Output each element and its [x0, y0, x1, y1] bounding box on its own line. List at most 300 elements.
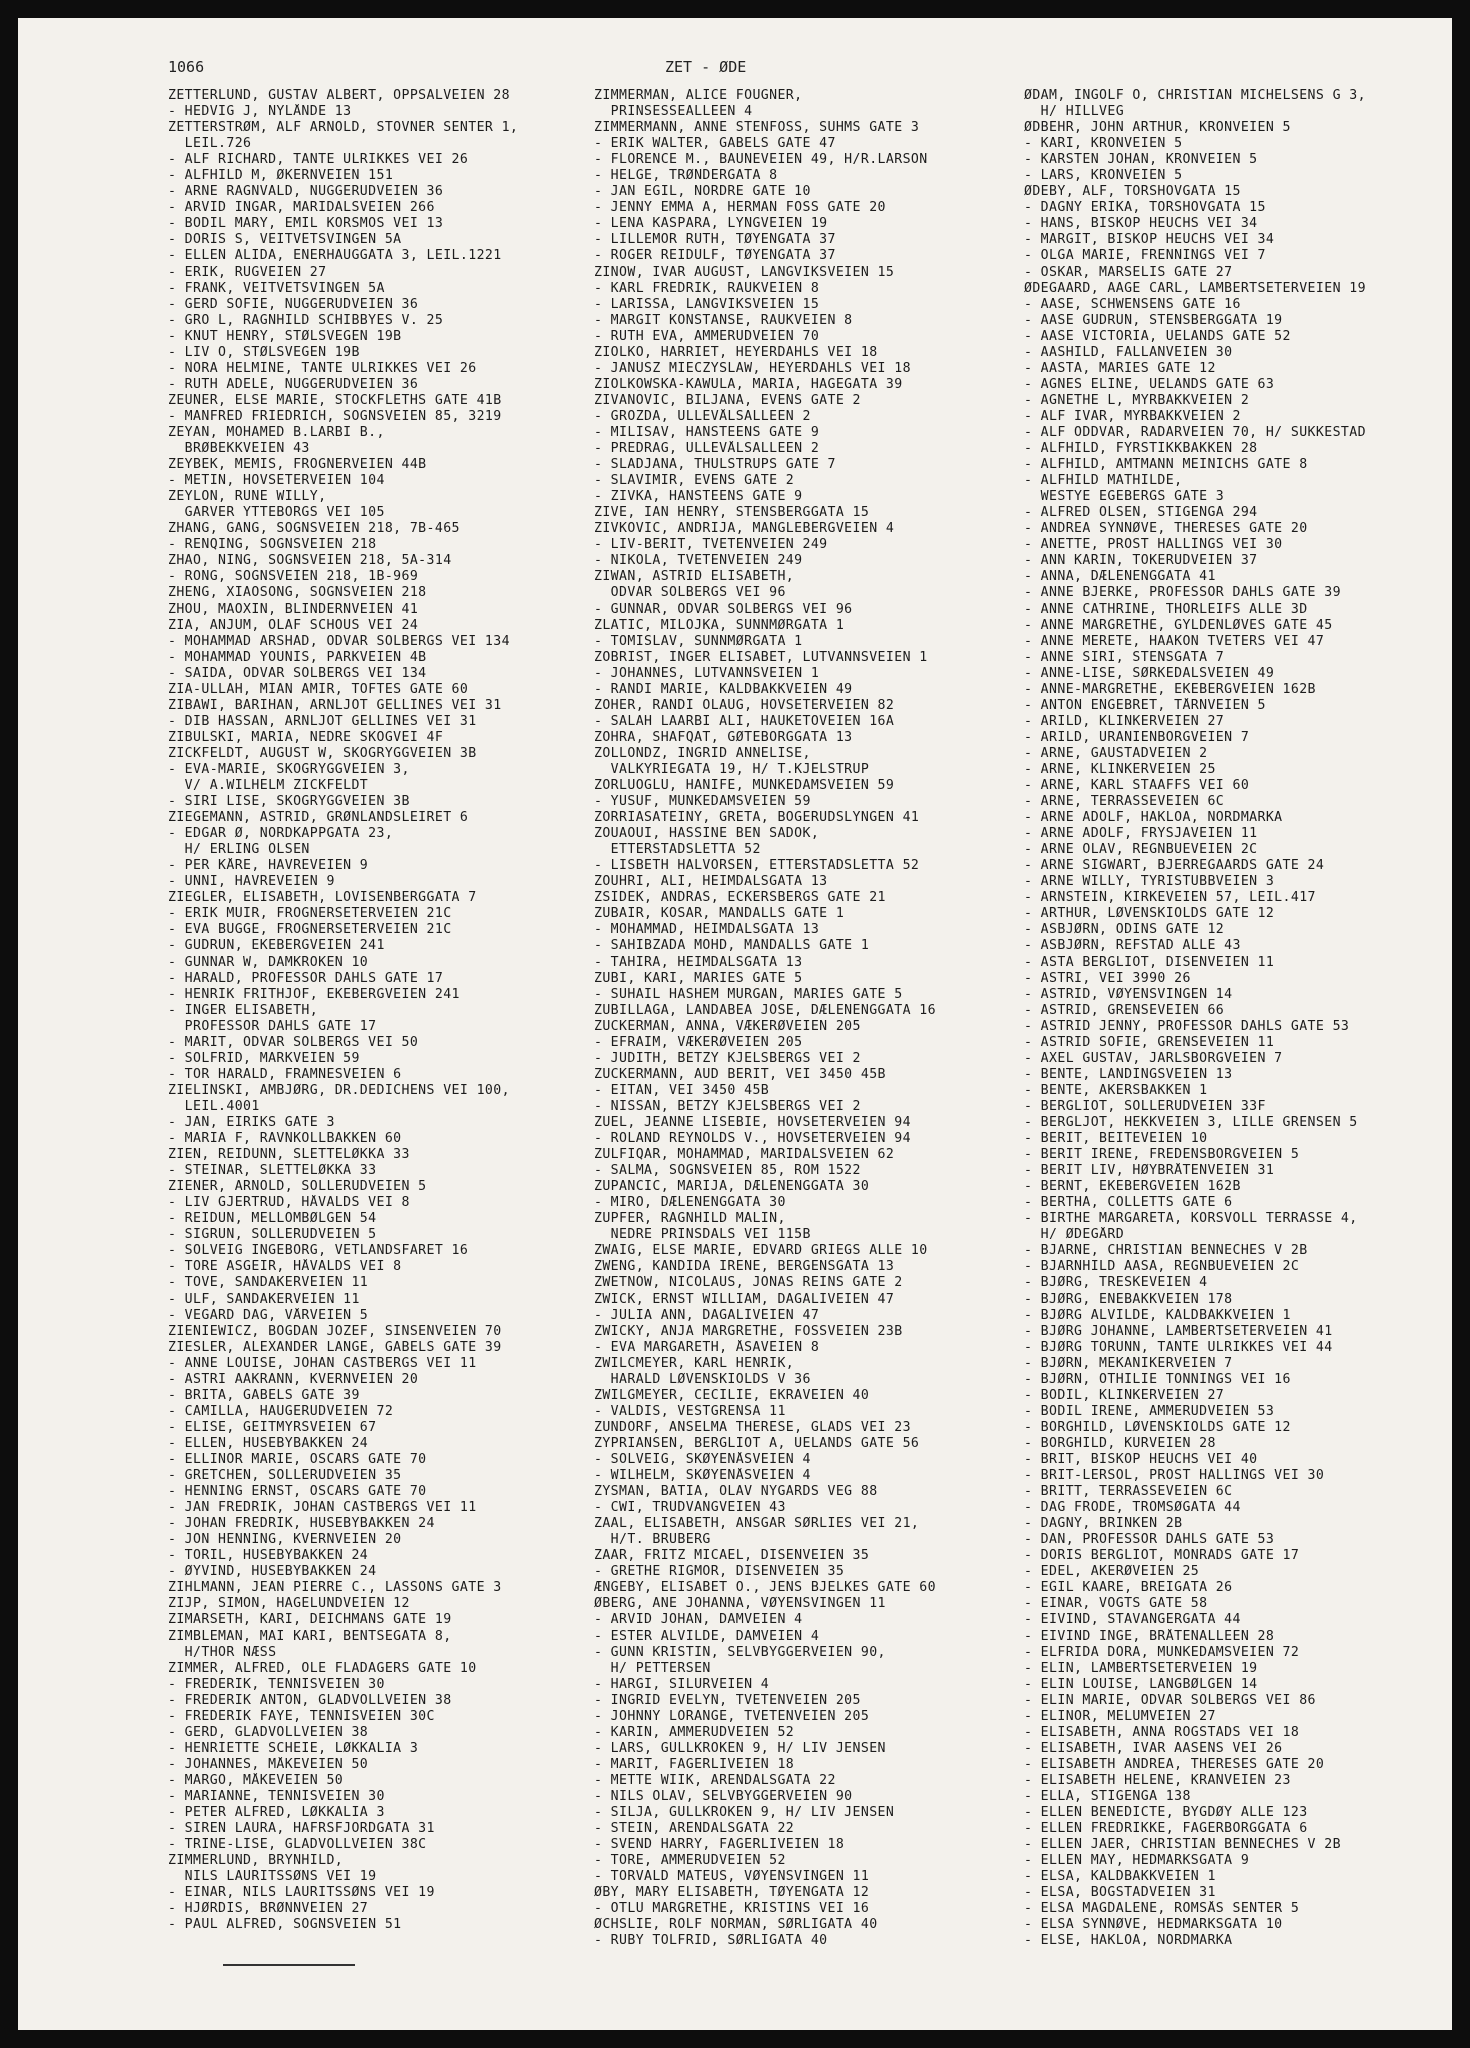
directory-entry: ZIEGLER, ELISABETH, LOVISENBERGGATA 7 [168, 890, 477, 906]
directory-entry: ZOHRA, SHAFQAT, GØTEBORGGATA 13 [594, 729, 853, 745]
directory-entry: ZAAR, FRITZ MICAEL, DISENVEIEN 35 [594, 1548, 870, 1564]
directory-entry: - BERNT, EKEBERGVEIEN 162B [1024, 1179, 1241, 1195]
directory-entry: ZIENER, ARNOLD, SOLLERUDVEIEN 5 [168, 1179, 427, 1195]
directory-entry: - JAN FREDRIK, JOHAN CASTBERGS VEI 11 [168, 1500, 477, 1516]
directory-entry: - PER KÅRE, HAVREVEIEN 9 [168, 858, 369, 874]
directory-entry: ØDBEHR, JOHN ARTHUR, KRONVEIEN 5 [1024, 120, 1291, 136]
directory-entry: - ESTER ALVILDE, DAMVEIEN 4 [594, 1628, 820, 1644]
directory-entry: - MOHAMMAD, HEIMDALSGATA 13 [594, 922, 820, 938]
directory-entry: - ERIK WALTER, GABELS GATE 47 [594, 136, 836, 152]
directory-entry: - ELIN, LAMBERTSETERVEIEN 19 [1024, 1660, 1258, 1676]
directory-entry: - BERIT LIV, HØYBRÅTENVEIEN 31 [1024, 1163, 1275, 1179]
directory-entry: - ANNE-MARGRETHE, EKEBERGVEIEN 162B [1024, 681, 1316, 697]
directory-entry: - BIRTHE MARGARETA, KORSVOLL TERRASSE 4, [1024, 1211, 1358, 1227]
directory-entry: ZIMMERMAN, ALICE FOUGNER, [594, 88, 803, 103]
directory-entry: - ARILD, KLINKERVEIEN 27 [1024, 713, 1225, 729]
directory-entry: - ARNE RAGNVALD, NUGGERUDVEIEN 36 [168, 184, 444, 200]
directory-entry: - AASHILD, FALLANVEIEN 30 [1024, 344, 1233, 360]
directory-entry: ZICKFELDT, AUGUST W, SKOGRYGGVEIEN 3B [168, 745, 477, 761]
directory-entry: - ELINOR, MELUMVEIEN 27 [1024, 1708, 1216, 1724]
directory-entry: - SAHIBZADA MOHD, MANDALLS GATE 1 [594, 938, 870, 954]
directory-entry: - OSKAR, MARSELIS GATE 27 [1024, 264, 1233, 280]
directory-entry: - ASTRID, VØYENSVINGEN 14 [1024, 986, 1233, 1002]
directory-entry: - JANUSZ MIECZYSLAW, HEYERDAHLS VEI 18 [594, 360, 911, 376]
directory-entry: - ARNE, TERRASSEVEIEN 6C [1024, 794, 1225, 810]
footer-rule [223, 1964, 355, 1966]
directory-entry: - ANNE SIRI, STENSGATA 7 [1024, 649, 1225, 665]
directory-entry: - HJØRDIS, BRØNNVEIEN 27 [168, 1901, 369, 1917]
directory-entry: - ALFHILD MATHILDE, [1024, 473, 1183, 489]
directory-entry: - AGNES ELINE, UELANDS GATE 63 [1024, 376, 1275, 392]
directory-entry: ZSIDEK, ANDRAS, ECKERSBERGS GATE 21 [594, 890, 886, 906]
directory-entry: - KARSTEN JOHAN, KRONVEIEN 5 [1024, 152, 1258, 168]
directory-entry: - MANFRED FRIEDRICH, SOGNSVEIEN 85, 3219 [168, 408, 502, 424]
directory-entry: - TOVE, SANDAKERVEIEN 11 [168, 1275, 369, 1291]
directory-entry: ZHENG, XIAOSONG, SOGNSVEIEN 218 [168, 585, 427, 601]
directory-entry: - YUSUF, MUNKEDAMSVEIEN 59 [594, 794, 811, 810]
directory-entry: - GERD, GLADVOLLVEIEN 38 [168, 1724, 369, 1740]
directory-entry: - MARGIT, BISKOP HEUCHS VEI 34 [1024, 232, 1275, 248]
directory-entry: - GRO L, RAGNHILD SCHIBBYES V. 25 [168, 312, 444, 328]
directory-entry: - TORVALD MATEUS, VØYENSVINGEN 11 [594, 1869, 870, 1885]
directory-entry: ZIHLMANN, JEAN PIERRE C., LASSONS GATE 3 [168, 1580, 502, 1596]
directory-entry: - KARL FREDRIK, RAUKVEIEN 8 [594, 280, 820, 296]
directory-entry: ZEYAN, MOHAMED B.LARBI B., [168, 424, 385, 440]
directory-entry: ZIEN, REIDUNN, SLETTELØKKA 33 [168, 1147, 410, 1163]
directory-entry: - EIVIND, STAVANGERGATA 44 [1024, 1612, 1241, 1628]
directory-entry: ZEYBEK, MEMIS, FROGNERVEIEN 44B [168, 457, 427, 473]
directory-entry: NILS LAURITSSØNS VEI 19 [168, 1869, 377, 1885]
directory-entry: - BRITT, TERRASSEVEIEN 6C [1024, 1484, 1233, 1500]
directory-entry: - HELGE, TRØNDERGATA 8 [594, 168, 778, 184]
directory-entry: - ALF RICHARD, TANTE ULRIKKES VEI 26 [168, 152, 469, 168]
directory-entry: - BJØRN, OTHILIE TONNINGS VEI 16 [1024, 1371, 1291, 1387]
directory-entry: - JON HENNING, KVERNVEIEN 20 [168, 1532, 402, 1548]
directory-entry: - RANDI MARIE, KALDBAKKVEIEN 49 [594, 681, 853, 697]
directory-entry: - ALF ODDVAR, RADARVEIEN 70, H/ SUKKESTAD [1024, 424, 1366, 440]
directory-entry: - GUNNAR, ODVAR SOLBERGS VEI 96 [594, 601, 853, 617]
directory-entry: ZIMBLEMAN, MAI KARI, BENTSEGATA 8, [168, 1628, 452, 1644]
directory-entry: - ELISE, GEITMYRSVEIEN 67 [168, 1419, 377, 1435]
directory-entry: ZOBRIST, INGER ELISABET, LUTVANNSVEIEN 1 [594, 649, 928, 665]
directory-entry: - DIB HASSAN, ARNLJOT GELLINES VEI 31 [168, 713, 477, 729]
directory-entry: - FLORENCE M., BAUNEVEIEN 49, H/R.LARSON [594, 152, 928, 168]
directory-entry: - NISSAN, BETZY KJELSBERGS VEI 2 [594, 1098, 861, 1114]
directory-entry: - MARIA F, RAVNKOLLBAKKEN 60 [168, 1131, 402, 1147]
directory-entry: ØDEBY, ALF, TORSHOVGATA 15 [1024, 184, 1241, 200]
directory-entry: WESTYE EGEBERGS GATE 3 [1024, 489, 1225, 505]
directory-entry: ZUBI, KARI, MARIES GATE 5 [594, 970, 803, 986]
directory-entry: - ELLEN BENEDICTE, BYGDØY ALLE 123 [1024, 1805, 1308, 1821]
directory-entry: - NILS OLAV, SELVBYGGERVEIEN 90 [594, 1788, 853, 1804]
directory-entry: H/THOR NÆSS [168, 1644, 277, 1660]
directory-entry: - HARGI, SILURVEIEN 4 [594, 1676, 770, 1692]
directory-entry: - LISBETH HALVORSEN, ETTERSTADSLETTA 52 [594, 858, 920, 874]
directory-entry: ZUCKERMANN, AUD BERIT, VEI 3450 45B [594, 1066, 886, 1082]
directory-entry: ZEYLON, RUNE WILLY, [168, 489, 327, 505]
directory-entry: - BJØRG JOHANNE, LAMBERTSETERVEIEN 41 [1024, 1323, 1333, 1339]
directory-entry: - SOLVEIG, SKØYENÅSVEIEN 4 [594, 1451, 811, 1467]
directory-entry: VALKYRIEGATA 19, H/ T.KJELSTRUP [594, 761, 870, 777]
directory-entry: ZIVKOVIC, ANDRIJA, MANGLEBERGVEIEN 4 [594, 521, 895, 537]
directory-entry: - ANNE MERETE, HAAKON TVETERS VEI 47 [1024, 633, 1325, 649]
directory-entry: - AGNETHE L, MYRBAKKVEIEN 2 [1024, 392, 1250, 408]
directory-entry: - MOHAMMAD ARSHAD, ODVAR SOLBERGS VEI 134 [168, 633, 510, 649]
directory-entry: ØDEGAARD, AAGE CARL, LAMBERTSETERVEIEN 19 [1024, 280, 1366, 296]
directory-entry: - NORA HELMINE, TANTE ULRIKKES VEI 26 [168, 360, 477, 376]
directory-entry: - FREDERIK ANTON, GLADVOLLVEIEN 38 [168, 1692, 452, 1708]
directory-entry: - SALAH LAARBI ALI, HAUKETOVEIEN 16A [594, 713, 895, 729]
directory-entry: ZIBULSKI, MARIA, NEDRE SKOGVEI 4F [168, 729, 444, 745]
directory-entry: - BJØRG, TRESKEVEIEN 4 [1024, 1275, 1208, 1291]
directory-entry: - DAGNY, BRINKEN 2B [1024, 1516, 1183, 1532]
directory-entry: - ANNE-LISE, SØRKEDALSVEIEN 49 [1024, 665, 1275, 681]
directory-entry: ZETTERLUND, GUSTAV ALBERT, OPPSALVEIEN 28 [168, 88, 510, 103]
directory-entry: - JOHANNES, MÅKEVEIEN 50 [168, 1756, 369, 1772]
directory-entry: - MARIANNE, TENNISVEIEN 30 [168, 1788, 385, 1804]
directory-entry: - OLGA MARIE, FRENNINGS VEI 7 [1024, 248, 1266, 264]
directory-entry: - BENTE, LANDINGSVEIEN 13 [1024, 1066, 1233, 1082]
directory-entry: - BERTHA, COLLETTS GATE 6 [1024, 1195, 1233, 1211]
directory-entry: ZHAO, NING, SOGNSVEIEN 218, 5A-314 [168, 553, 452, 569]
directory-entry: - ELLEN, HUSEBYBAKKEN 24 [168, 1435, 369, 1451]
directory-entry: - GROZDA, ULLEVÅLSALLEEN 2 [594, 408, 811, 424]
directory-entry: - ARNE, KARL STAAFFS VEI 60 [1024, 778, 1250, 794]
directory-entry: - GRETHE RIGMOR, DISENVEIEN 35 [594, 1564, 845, 1580]
directory-entry: - AASE VICTORIA, UELANDS GATE 52 [1024, 328, 1291, 344]
directory-entry: ZOUAOUI, HASSINE BEN SADOK, [594, 826, 820, 842]
directory-entry: - LIV O, STØLSVEGEN 19B [168, 344, 360, 360]
directory-entry: - ASBJØRN, ODINS GATE 12 [1024, 922, 1225, 938]
directory-entry: - ASTRI AAKRANN, KVERNVEIEN 20 [168, 1371, 419, 1387]
directory-entry: ZHANG, GANG, SOGNSVEIEN 218, 7B-465 [168, 521, 460, 537]
directory-entry: - ZIVKA, HANSTEENS GATE 9 [594, 489, 803, 505]
directory-entry: - EVA MARGARETH, ÅSAVEIEN 8 [594, 1339, 820, 1355]
directory-entry: - EINAR, NILS LAURITSSØNS VEI 19 [168, 1885, 435, 1901]
directory-entry: - ARNE, GAUSTADVEIEN 2 [1024, 745, 1208, 761]
directory-entry: - SALMA, SOGNSVEIEN 85, ROM 1522 [594, 1163, 861, 1179]
directory-entry: ZIJP, SIMON, HAGELUNDVEIEN 12 [168, 1596, 410, 1612]
directory-entry: - PETER ALFRED, LØKKALIA 3 [168, 1805, 385, 1821]
directory-column-1 [168, 88, 573, 1933]
directory-entry: - ELSE, HAKLOA, NORDMARKA [1024, 1933, 1233, 1949]
directory-entry: - STEINAR, SLETTELØKKA 33 [168, 1163, 377, 1179]
directory-entry: - SOLFRID, MARKVEIEN 59 [168, 1050, 360, 1066]
directory-entry: ZUBAIR, KOSAR, MANDALLS GATE 1 [594, 906, 845, 922]
directory-entry: PRINSESSEALLEEN 4 [594, 104, 753, 120]
directory-entry: - BJARNHILD AASA, REGNBUEVEIEN 2C [1024, 1259, 1300, 1275]
directory-entry: - NIKOLA, TVETENVEIEN 249 [594, 553, 803, 569]
directory-entry: - ANNE LOUISE, JOHAN CASTBERGS VEI 11 [168, 1355, 477, 1371]
directory-entry: - ANETTE, PROST HALLINGS VEI 30 [1024, 537, 1283, 553]
directory-entry: - ELLEN MAY, HEDMARKSGATA 9 [1024, 1853, 1250, 1869]
directory-entry: - EFRAIM, VÆKERØVEIEN 205 [594, 1034, 803, 1050]
directory-entry: - INGRID EVELYN, TVETENVEIEN 205 [594, 1692, 861, 1708]
directory-entry: - BJØRN, MEKANIKERVEIEN 7 [1024, 1355, 1233, 1371]
directory-entry: - REIDUN, MELLOMBØLGEN 54 [168, 1211, 377, 1227]
directory-entry: - ARNE ADOLF, FRYSJAVEIEN 11 [1024, 826, 1258, 842]
directory-entry: - ELIN MARIE, ODVAR SOLBERGS VEI 86 [1024, 1692, 1316, 1708]
directory-entry: - BORGHILD, KURVEIEN 28 [1024, 1435, 1216, 1451]
directory-entry: - MOHAMMAD YOUNIS, PARKVEIEN 4B [168, 649, 427, 665]
directory-entry: - BRITA, GABELS GATE 39 [168, 1387, 360, 1403]
directory-entry: ZIVE, IAN HENRY, STENSBERGGATA 15 [594, 505, 870, 521]
directory-entry: - BJØRG ALVILDE, KALDBAKKVEIEN 1 [1024, 1307, 1291, 1323]
directory-entry: - JULIA ANN, DAGALIVEIEN 47 [594, 1307, 820, 1323]
directory-entry: - ARNSTEIN, KIRKEVEIEN 57, LEIL.417 [1024, 890, 1316, 906]
directory-entry: ØBY, MARY ELISABETH, TØYENGATA 12 [594, 1885, 870, 1901]
directory-entry: ZIEGEMANN, ASTRID, GRØNLANDSLEIRET 6 [168, 810, 469, 826]
directory-entry: ZIMMER, ALFRED, OLE FLADAGERS GATE 10 [168, 1660, 477, 1676]
directory-entry: - JOHAN FREDRIK, HUSEBYBAKKEN 24 [168, 1516, 435, 1532]
directory-entry: ZIA, ANJUM, OLAF SCHOUS VEI 24 [168, 617, 419, 633]
directory-entry: V/ A.WILHELM ZICKFELDT [168, 778, 369, 794]
directory-entry: - ROLAND REYNOLDS V., HOVSETERVEIEN 94 [594, 1131, 911, 1147]
directory-entry: - DAGNY ERIKA, TORSHOVGATA 15 [1024, 200, 1266, 216]
directory-entry: - LARISSA, LANGVIKSVEIEN 15 [594, 296, 820, 312]
directory-entry: - SOLVEIG INGEBORG, VETLANDSFARET 16 [168, 1243, 469, 1259]
directory-entry: - TOMISLAV, SUNNMØRGATA 1 [594, 633, 803, 649]
directory-entry: - ARILD, URANIENBORGVEIEN 7 [1024, 729, 1250, 745]
directory-entry: - ALFHILD, AMTMANN MEINICHS GATE 8 [1024, 457, 1308, 473]
directory-entry: - GRETCHEN, SOLLERUDVEIEN 35 [168, 1468, 402, 1484]
directory-entry: - LIV-BERIT, TVETENVEIEN 249 [594, 537, 828, 553]
directory-entry: - CAMILLA, HAUGERUDVEIEN 72 [168, 1403, 394, 1419]
directory-entry: - LARS, KRONVEIEN 5 [1024, 168, 1183, 184]
directory-entry: - GUNNAR W, DAMKROKEN 10 [168, 954, 369, 970]
directory-entry: - ULF, SANDAKERVEIEN 11 [168, 1291, 360, 1307]
directory-entry: ZINOW, IVAR AUGUST, LANGVIKSVEIEN 15 [594, 264, 895, 280]
directory-entry: - KARIN, AMMERUDVEIEN 52 [594, 1724, 795, 1740]
directory-entry: - ARVID INGAR, MARIDALSVEIEN 266 [168, 200, 435, 216]
directory-entry: ØCHSLIE, ROLF NORMAN, SØRLIGATA 40 [594, 1917, 878, 1933]
directory-entry: - TORE, AMMERUDVEIEN 52 [594, 1853, 786, 1869]
directory-entry: - BODIL IRENE, AMMERUDVEIEN 53 [1024, 1403, 1275, 1419]
directory-entry: LEIL.4001 [168, 1098, 260, 1114]
directory-entry: - SIGRUN, SOLLERUDVEIEN 5 [168, 1227, 377, 1243]
directory-entry: - EGIL KAARE, BREIGATA 26 [1024, 1580, 1233, 1596]
directory-entry: ETTERSTADSLETTA 52 [594, 842, 761, 858]
directory-entry: - GUDRUN, EKEBERGVEIEN 241 [168, 938, 385, 954]
directory-entry: - BERIT, BEITEVEIEN 10 [1024, 1131, 1208, 1147]
directory-entry: - FREDERIK FAYE, TENNISVEIEN 30C [168, 1708, 435, 1724]
directory-entry: - ELSA, KALDBAKKVEIEN 1 [1024, 1869, 1216, 1885]
directory-entry: ZIENIEWICZ, BOGDAN JOZEF, SINSENVEIEN 70 [168, 1323, 502, 1339]
directory-entry: - EINAR, VOGTS GATE 58 [1024, 1596, 1208, 1612]
directory-entry: - ELLA, STIGENGA 138 [1024, 1788, 1191, 1804]
directory-entry: - HANS, BISKOP HEUCHS VEI 34 [1024, 216, 1258, 232]
directory-entry: - ELISABETH HELENE, KRANVEIEN 23 [1024, 1772, 1291, 1788]
directory-entry: - INGER ELISABETH, [168, 1002, 319, 1018]
directory-entry: ZOUHRI, ALI, HEIMDALSGATA 13 [594, 874, 828, 890]
directory-entry: ZWICK, ERNST WILLIAM, DAGALIVEIEN 47 [594, 1291, 895, 1307]
directory-entry: - ELISABETH, IVAR AASENS VEI 26 [1024, 1740, 1283, 1756]
directory-entry: - ALFHILD M, ØKERNVEIEN 151 [168, 168, 394, 184]
directory-entry: - JOHANNES, LUTVANNSVEIEN 1 [594, 665, 820, 681]
directory-entry: HARALD LØVENSKIOLDS V 36 [594, 1371, 811, 1387]
directory-entry: ZYPRIANSEN, BERGLIOT A, UELANDS GATE 56 [594, 1435, 920, 1451]
directory-entry: - ARNE WILLY, TYRISTUBBVEIEN 3 [1024, 874, 1275, 890]
directory-entry: ZWAIG, ELSE MARIE, EDVARD GRIEGS ALLE 10 [594, 1243, 928, 1259]
directory-entry: - DORIS S, VEITVETSVINGEN 5A [168, 232, 402, 248]
directory-entry: ZETTERSTRØM, ALF ARNOLD, STOVNER SENTER 1, [168, 120, 519, 136]
directory-entry: - BERGLIOT, SOLLERUDVEIEN 33F [1024, 1098, 1266, 1114]
directory-entry: - FREDERIK, TENNISVEIEN 30 [168, 1676, 385, 1692]
directory-entry: - BRIT, BISKOP HEUCHS VEI 40 [1024, 1451, 1258, 1467]
directory-entry: - KNUT HENRY, STØLSVEGEN 19B [168, 328, 402, 344]
directory-entry: LEIL.726 [168, 136, 252, 152]
directory-entry: - BJARNE, CHRISTIAN BENNECHES V 2B [1024, 1243, 1308, 1259]
directory-entry: - ANNA, DÆLENENGGATA 41 [1024, 569, 1216, 585]
directory-entry: PROFESSOR DAHLS GATE 17 [168, 1018, 377, 1034]
directory-entry: ZOLLONDZ, INGRID ANNELISE, [594, 745, 811, 761]
directory-entry: ZWILCMEYER, KARL HENRIK, [594, 1355, 795, 1371]
directory-entry: - ELFRIDA DORA, MUNKEDAMSVEIEN 72 [1024, 1644, 1300, 1660]
directory-entry: - SLADJANA, THULSTRUPS GATE 7 [594, 457, 836, 473]
directory-entry: - MARGIT KONSTANSE, RAUKVEIEN 8 [594, 312, 853, 328]
directory-entry: - ØYVIND, HUSEBYBAKKEN 24 [168, 1564, 377, 1580]
directory-entry: - KARI, KRONVEIEN 5 [1024, 136, 1183, 152]
directory-entry: - ARNE SIGWART, BJERREGAARDS GATE 24 [1024, 858, 1325, 874]
directory-entry: ZUPANCIC, MARIJA, DÆLENENGGATA 30 [594, 1179, 870, 1195]
directory-entry: - HENRIK FRITHJOF, EKEBERGVEIEN 241 [168, 986, 460, 1002]
directory-entry: - RENQING, SOGNSVEIEN 218 [168, 537, 377, 553]
directory-entry: - SIREN LAURA, HAFRSFJORDGATA 31 [168, 1821, 435, 1837]
directory-entry: - ARNE OLAV, REGNBUEVEIEN 2C [1024, 842, 1258, 858]
directory-entry: - BJØRG TORUNN, TANTE ULRIKKES VEI 44 [1024, 1339, 1333, 1355]
directory-entry: - ELSA SYNNØVE, HEDMARKSGATA 10 [1024, 1917, 1283, 1933]
directory-entry: ZIESLER, ALEXANDER LANGE, GABELS GATE 39 [168, 1339, 502, 1355]
page-number: 1066 [168, 58, 205, 76]
directory-entry: - ROGER REIDULF, TØYENGATA 37 [594, 248, 836, 264]
directory-entry: - FRANK, VEITVETSVINGEN 5A [168, 280, 385, 296]
directory-entry: - GUNN KRISTIN, SELVBYGGERVEIEN 90, [594, 1644, 886, 1660]
directory-entry: - ARVID JOHAN, DAMVEIEN 4 [594, 1612, 803, 1628]
directory-entry: - SAIDA, ODVAR SOLBERGS VEI 134 [168, 665, 427, 681]
directory-entry: - MARIT, ODVAR SOLBERGS VEI 50 [168, 1034, 419, 1050]
page-header-range: ZET - ØDE [665, 58, 747, 76]
directory-entry: ZWICKY, ANJA MARGRETHE, FOSSVEIEN 23B [594, 1323, 903, 1339]
directory-entry: - CWI, TRUDVANGVEIEN 43 [594, 1500, 786, 1516]
directory-entry: - RUTH ADELE, NUGGERUDVEIEN 36 [168, 376, 419, 392]
directory-entry: ZIOLKO, HARRIET, HEYERDAHLS VEI 18 [594, 344, 878, 360]
directory-entry: - ELIN LOUISE, LANGBØLGEN 14 [1024, 1676, 1258, 1692]
directory-entry: - JOHNNY LORANGE, TVETENVEIEN 205 [594, 1708, 870, 1724]
directory-entry: - TORE ASGEIR, HÅVALDS VEI 8 [168, 1259, 402, 1275]
directory-entry: ZUEL, JEANNE LISEBIE, HOVSETERVEIEN 94 [594, 1115, 911, 1130]
directory-entry: - BJØRG, ENEBAKKVEIEN 178 [1024, 1291, 1233, 1307]
directory-entry: ZWENG, KANDIDA IRENE, BERGENSGATA 13 [594, 1259, 895, 1275]
directory-entry: - HEDVIG J, NYLÅNDE 13 [168, 104, 352, 120]
directory-entry: - AASE, SCHWENSENS GATE 16 [1024, 296, 1241, 312]
directory-entry: - ASTRID JENNY, PROFESSOR DAHLS GATE 53 [1024, 1018, 1350, 1034]
directory-entry: - TRINE-LISE, GLADVOLLVEIEN 38C [168, 1837, 427, 1853]
directory-entry: - ARTHUR, LØVENSKIOLDS GATE 12 [1024, 906, 1275, 922]
directory-entry: - ASTRID SOFIE, GRENSEVEIEN 11 [1024, 1034, 1275, 1050]
directory-entry: - TAHIRA, HEIMDALSGATA 13 [594, 954, 803, 970]
directory-entry: - BORGHILD, LØVENSKIOLDS GATE 12 [1024, 1419, 1291, 1435]
directory-entry: - LILLEMOR RUTH, TØYENGATA 37 [594, 232, 836, 248]
directory-entry: ZIVANOVIC, BILJANA, EVENS GATE 2 [594, 392, 861, 408]
directory-entry: - ANNE MARGRETHE, GYLDENLØVES GATE 45 [1024, 617, 1333, 633]
directory-entry: - MARGO, MÅKEVEIEN 50 [168, 1772, 344, 1788]
directory-entry: - DAG FRODE, TROMSØGATA 44 [1024, 1500, 1241, 1516]
directory-entry: - SIRI LISE, SKOGRYGGVEIEN 3B [168, 794, 410, 810]
directory-entry: - TORIL, HUSEBYBAKKEN 24 [168, 1548, 369, 1564]
directory-entry: - METTE WIIK, ARENDALSGATA 22 [594, 1772, 836, 1788]
directory-entry: - EDGAR Ø, NORDKAPPGATA 23, [168, 826, 394, 842]
directory-entry: ZAAL, ELISABETH, ANSGAR SØRLIES VEI 21, [594, 1516, 920, 1532]
directory-entry: - PAUL ALFRED, SOGNSVEIEN 51 [168, 1917, 402, 1933]
directory-entry: ZLATIC, MILOJKA, SUNNMØRGATA 1 [594, 617, 845, 633]
directory-entry: ÆNGEBY, ELISABET O., JENS BJELKES GATE 60 [594, 1580, 936, 1596]
directory-entry: - ELISABETH, ANNA ROGSTADS VEI 18 [1024, 1724, 1300, 1740]
directory-entry: ZORLUOGLU, HANIFE, MUNKEDAMSVEIEN 59 [594, 778, 895, 794]
directory-entry: - BRIT-LERSOL, PROST HALLINGS VEI 30 [1024, 1468, 1325, 1484]
directory-entry: - HENNING ERNST, OSCARS GATE 70 [168, 1484, 427, 1500]
directory-column-3 [1024, 88, 1444, 1949]
directory-entry: - EDEL, AKERØVEIEN 25 [1024, 1564, 1200, 1580]
directory-entry: ZIOLKOWSKA-KAWULA, MARIA, HAGEGATA 39 [594, 376, 903, 392]
directory-entry: H/ PETTERSEN [594, 1660, 711, 1676]
directory-entry: - RUTH EVA, AMMERUDVEIEN 70 [594, 328, 820, 344]
directory-entry: - LENA KASPARA, LYNGVEIEN 19 [594, 216, 828, 232]
directory-entry: ØDAM, INGOLF O, CHRISTIAN MICHELSENS G 3, [1024, 88, 1366, 103]
directory-entry: - LIV GJERTRUD, HÅVALDS VEI 8 [168, 1195, 410, 1211]
directory-entry: - HARALD, PROFESSOR DAHLS GATE 17 [168, 970, 444, 986]
directory-entry: - WILHELM, SKØYENÅSVEIEN 4 [594, 1468, 811, 1484]
directory-entry: - JENNY EMMA A, HERMAN FOSS GATE 20 [594, 200, 886, 216]
directory-entry: - EVA BUGGE, FROGNERSETERVEIEN 21C [168, 922, 452, 938]
directory-entry: - ANN KARIN, TOKERUDVEIEN 37 [1024, 553, 1258, 569]
directory-entry: BRØBEKKVEIEN 43 [168, 441, 310, 457]
directory-entry: - HENRIETTE SCHEIE, LØKKALIA 3 [168, 1740, 419, 1756]
directory-entry: - SILJA, GULLKROKEN 9, H/ LIV JENSEN [594, 1805, 895, 1821]
directory-entry: - AASTA, MARIES GATE 12 [1024, 360, 1216, 376]
directory-entry: - EIVIND INGE, BRÅTENALLEEN 28 [1024, 1628, 1275, 1644]
directory-entry: - OTLU MARGRETHE, KRISTINS VEI 16 [594, 1901, 870, 1917]
directory-entry: H/T. BRUBERG [594, 1532, 711, 1548]
directory-entry: ZIMMERMANN, ANNE STENFOSS, SUHMS GATE 3 [594, 120, 920, 136]
directory-entry: ZUPFER, RAGNHILD MALIN, [594, 1211, 786, 1227]
directory-entry: ZORRIASATEINY, GRETA, BOGERUDSLYNGEN 41 [594, 810, 920, 826]
directory-entry: - ERIK MUIR, FROGNERSETERVEIEN 21C [168, 906, 452, 922]
directory-entry: ZWILGMEYER, CECILIE, EKRAVEIEN 40 [594, 1387, 870, 1403]
directory-entry: - ARNE, KLINKERVEIEN 25 [1024, 761, 1216, 777]
directory-entry: - BERIT IRENE, FREDENSBORGVEIEN 5 [1024, 1147, 1300, 1163]
directory-entry: ZUBILLAGA, LANDABEA JOSE, DÆLENENGGATA 16 [594, 1002, 936, 1018]
directory-entry: GARVER YTTEBORGS VEI 105 [168, 505, 385, 521]
directory-entry: ZIELINSKI, AMBJØRG, DR.DEDICHENS VEI 100, [168, 1082, 510, 1098]
directory-entry: - ELLEN FREDRIKKE, FAGERBORGGATA 6 [1024, 1821, 1308, 1837]
directory-entry: ZIMARSETH, KARI, DEICHMANS GATE 19 [168, 1612, 452, 1628]
directory-entry: - VEGARD DAG, VÅRVEIEN 5 [168, 1307, 369, 1323]
directory-entry: ZWETNOW, NICOLAUS, JONAS REINS GATE 2 [594, 1275, 903, 1291]
directory-entry: - BODIL, KLINKERVEIEN 27 [1024, 1387, 1225, 1403]
directory-entry: - ASBJØRN, REFSTAD ALLE 43 [1024, 938, 1241, 954]
directory-entry: ZULFIQAR, MOHAMMAD, MARIDALSVEIEN 62 [594, 1147, 895, 1163]
directory-entry: NEDRE PRINSDALS VEI 115B [594, 1227, 811, 1243]
directory-entry: - SLAVIMIR, EVENS GATE 2 [594, 473, 795, 489]
directory-entry: - JUDITH, BETZY KJELSBERGS VEI 2 [594, 1050, 861, 1066]
directory-entry: H/ ØDEGÅRD [1024, 1227, 1125, 1243]
directory-entry: - RONG, SOGNSVEIEN 218, 1B-969 [168, 569, 419, 585]
directory-entry: - ANDREA SYNNØVE, THERESES GATE 20 [1024, 521, 1308, 537]
directory-entry: - SUHAIL HASHEM MURGAN, MARIES GATE 5 [594, 986, 903, 1002]
directory-entry: - ELLEN JAER, CHRISTIAN BENNECHES V 2B [1024, 1837, 1341, 1853]
directory-entry: - LARS, GULLKROKEN 9, H/ LIV JENSEN [594, 1740, 886, 1756]
directory-entry: - AXEL GUSTAV, JARLSBORGVEIEN 7 [1024, 1050, 1283, 1066]
